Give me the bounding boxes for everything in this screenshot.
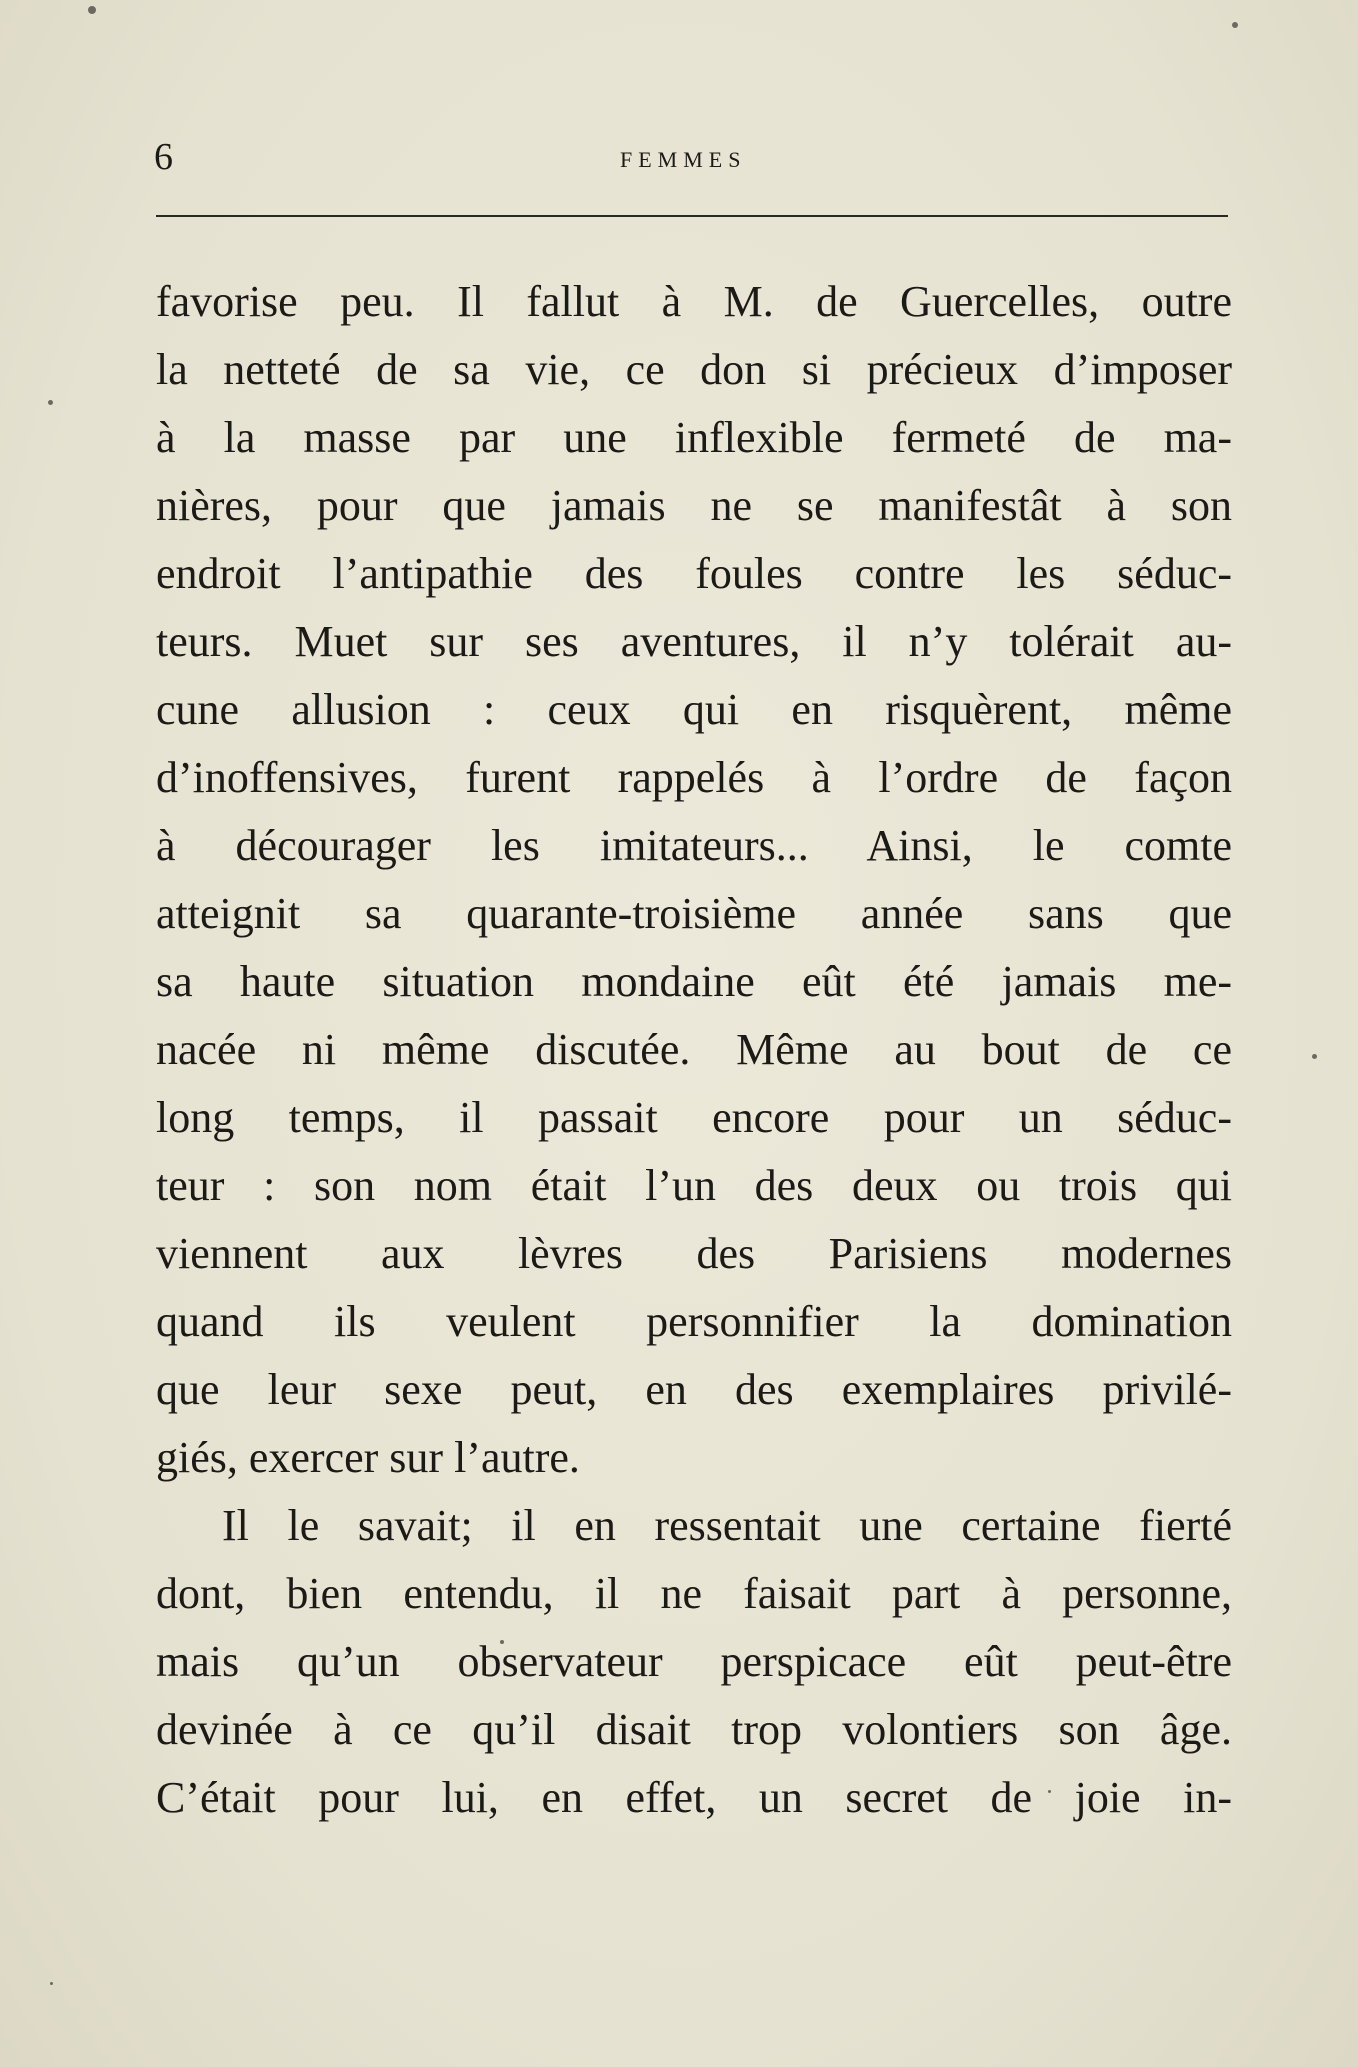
text-line: atteignit sa quarante-troisième année sans que	[156, 889, 1232, 938]
paper-speck	[88, 6, 96, 14]
text-line: favorise peu. Il fallut à M. de Guercelles, outre	[156, 277, 1232, 326]
page-number: 6	[154, 136, 173, 178]
text-line: teur : son nom était l’un des deux ou trois qui	[156, 1161, 1232, 1210]
paper-speck	[1232, 22, 1238, 28]
text-line: endroit l’antipathie des foules contre les séduc-	[156, 549, 1232, 598]
paper-speck	[50, 1982, 53, 1985]
text-line: dont, bien entendu, il ne faisait part à personne,	[156, 1569, 1232, 1618]
header-rule	[156, 215, 1228, 217]
text-line: devinée à ce qu’il disait trop volontiers son âge.	[156, 1705, 1232, 1754]
text-line: teurs. Muet sur ses aventures, il n’y tolérait au-	[156, 617, 1232, 666]
paper-speck	[48, 400, 53, 405]
body-text	[156, 268, 1232, 1832]
text-line: la netteté de sa vie, ce don si précieux d’imposer	[156, 345, 1232, 394]
text-line: Il le savait; il en ressentait une certaine fierté	[222, 1501, 1232, 1550]
text-line: long temps, il passait encore pour un séduc-	[156, 1093, 1232, 1142]
text-line: à décourager les imitateurs... Ainsi, le comte	[156, 821, 1232, 870]
text-line: sa haute situation mondaine eût été jamais me-	[156, 957, 1232, 1006]
paper-speck	[1312, 1054, 1317, 1059]
text-line: C’était pour lui, en effet, un secret de joie in-	[156, 1773, 1232, 1822]
page-header	[150, 132, 1230, 182]
text-line: mais qu’un observateur perspicace eût peut-être	[156, 1637, 1232, 1686]
text-line: que leur sexe peut, en des exemplaires privilé-	[156, 1365, 1232, 1414]
text-line: viennent aux lèvres des Parisiens modernes	[156, 1229, 1232, 1278]
text-line: nacée ni même discutée. Même au bout de ce	[156, 1025, 1232, 1074]
running-head: FEMMES	[620, 147, 747, 172]
text-line: à la masse par une inflexible fermeté de ma-	[156, 413, 1232, 462]
text-line: nières, pour que jamais ne se manifestât à son	[156, 481, 1232, 530]
text-line: quand ils veulent personnifier la domination	[156, 1297, 1232, 1346]
text-line: cune allusion : ceux qui en risquèrent, même	[156, 685, 1232, 734]
text-line: d’inoffensives, furent rappelés à l’ordre de façon	[156, 753, 1232, 802]
text-line: giés, exercer sur l’autre.	[156, 1433, 580, 1482]
